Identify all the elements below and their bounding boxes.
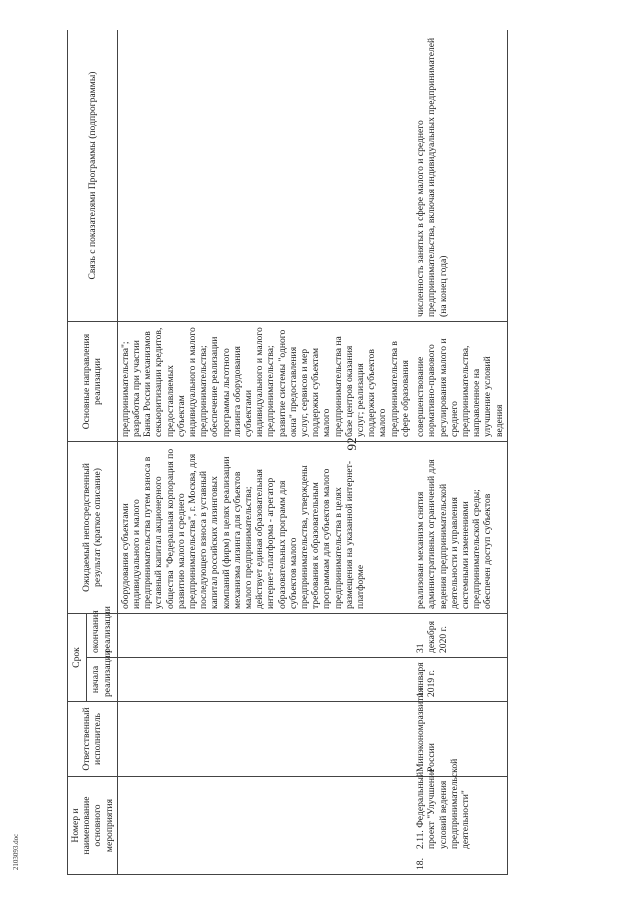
cell-start-date: 1 января 2019 г. <box>413 658 507 702</box>
table-row-18 <box>413 30 507 875</box>
header-directions: Основные направления реализации <box>68 322 118 442</box>
cell-empty <box>117 777 413 875</box>
cell-empty <box>117 614 413 658</box>
cell-end-date: 31 декабря 2020 г. <box>413 614 507 658</box>
cell-empty <box>117 658 413 702</box>
cell-continuation-result: оборудования субъектами индивидуального и малого предпринимательства путем взноса в уставный капитал акционерного общества "Федеральная корпорация по развитию малого и среднего предпринимательства", г. Москва, для последующего взноса в уставный капитал российских лизинговых компаний (фирм) в целях реализации механизма лизинга для субъектов малого предпринимательства; действует единая образовательная интернет-платформа - агрегатор образовательных программ для субъектов малого предпринимательства, утверждены требования к образовательным программам для субъектов малого предпринимательства в целях размещения на указанной интернет-платформе <box>117 442 413 614</box>
cell-indicators: численность занятых в сфере малого и среднего предпринимательства, включая индивидуальных предпринимателей (на конец года) <box>413 30 507 322</box>
header-executor: Ответственный исполнитель <box>68 702 118 777</box>
row-number: 18. <box>415 858 427 870</box>
cell-empty <box>117 702 413 777</box>
cell-result: реализован механизм снятия административных ограничений для ведения предпринимательской деятельности и управления системными изменениями предпринимательской среды; обеспечен доступ субъектов <box>413 442 507 614</box>
cell-measure <box>413 758 507 875</box>
table-row-continuation <box>117 30 413 875</box>
landscape-table-container <box>67 30 600 875</box>
header-end: окончания реализации <box>86 614 117 658</box>
page-number: 92 <box>344 437 359 451</box>
document-code: 2103093.doc <box>12 833 20 871</box>
header-measure-name: Номер и наименование основного мероприятия <box>68 777 118 875</box>
table-sheet <box>67 30 600 875</box>
cell-executor: Минэкономразвития России <box>413 702 507 777</box>
cell-continuation-directions: предпринимательства"; разработка при участии Банка России механизмов секьюритизации кредитов, предоставляемых субъектам индивидуального и малого предпринимательства; обеспечение реализации программы льготного лизинга оборудования субъектами индивидуального и малого предпринимательства; развитие системы "одного окна" предоставления услуг, сервисов и мер поддержки субъектам малого предпринимательства на базе центров оказания услуг; реализация поддержки субъектов малого предпринимательства в сфере образования <box>117 322 413 442</box>
program-measures-table <box>67 30 508 875</box>
header-start: начала реализации <box>86 658 117 702</box>
cell-empty <box>117 30 413 322</box>
header-term: Срок <box>68 614 87 702</box>
measure-name: 2.11. Федеральный проект "Улучшение условий ведения предпринимательской деятельности" <box>415 758 471 849</box>
header-indicators: Связь с показателями Программы (подпрограммы) <box>68 30 118 322</box>
header-expected-result: Ожидаемый непосредственный результат (краткое описание) <box>68 442 118 614</box>
cell-directions: совершенствование нормативно-правового регулирования малого и среднего предпринимательства, направленное на улучшение условий ведения <box>413 322 507 442</box>
